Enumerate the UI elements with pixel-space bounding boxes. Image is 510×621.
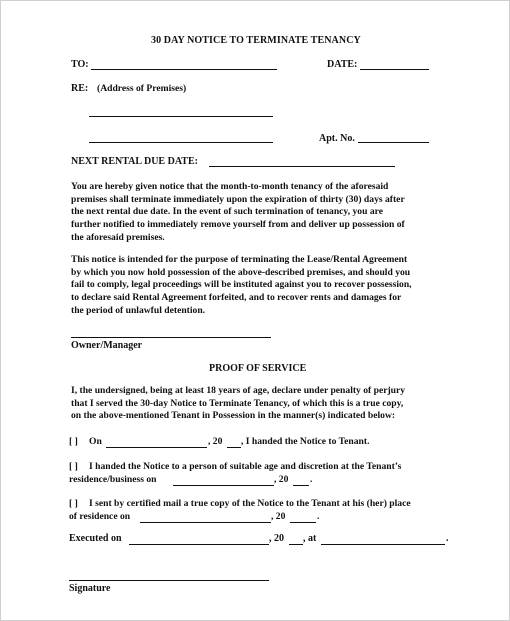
para2-line: fail to comply, legal proceedings will be instituted against you to recover possession,: [71, 279, 412, 291]
opt2-date-field[interactable]: [173, 485, 274, 486]
para3-line: I, the undersigned, being at least 18 years of age, declare under penalty of perjury: [71, 385, 406, 396]
para1-line: You are hereby given notice that the month-to-month tenancy of the aforesaid: [71, 181, 389, 192]
to-field[interactable]: [91, 69, 277, 70]
document-title: 30 DAY NOTICE TO TERMINATE TENANCY: [151, 35, 361, 46]
executed-date-field[interactable]: [129, 544, 269, 545]
opt2-checkbox[interactable]: [ ]: [69, 461, 78, 472]
executed-label: Executed on: [69, 533, 122, 544]
re-label: RE:: [71, 83, 89, 94]
address-label: (Address of Premises): [97, 83, 187, 94]
owner-label: Owner/Manager: [71, 340, 143, 351]
opt1-text: , I handed the Notice to Tenant.: [241, 436, 370, 447]
executed-year-label: , 20: [269, 533, 284, 544]
executed-dot: .: [446, 533, 449, 544]
opt3-checkbox[interactable]: [ ]: [69, 498, 78, 509]
opt1-year-label: , 20: [208, 436, 223, 447]
opt2-year-field[interactable]: [293, 485, 309, 486]
opt3-line1: I sent by certified mail a true copy of the Notice to the Tenant at his (her) place: [89, 498, 411, 509]
para1-line: premises shall terminate immediately upon the expiration of thirty (30) days after: [71, 193, 405, 205]
next-rental-field[interactable]: [209, 166, 395, 167]
to-label: TO:: [71, 59, 89, 70]
para2-line: by which you now hold possession of the above-described premises, and should you: [71, 266, 411, 278]
apt-label: Apt. No.: [319, 133, 355, 144]
para1-line: the aforesaid premises.: [71, 231, 165, 243]
apt-field[interactable]: [358, 142, 429, 143]
opt2-line2: residence/business on: [69, 474, 157, 485]
address-line-2[interactable]: [89, 142, 273, 143]
opt3-date-field[interactable]: [140, 522, 271, 523]
para2-line: the period of unlawful detention.: [71, 304, 206, 316]
signature-line[interactable]: [69, 580, 269, 581]
address-line-1[interactable]: [89, 116, 273, 117]
owner-signature-line[interactable]: [71, 337, 271, 338]
para2-line: to declare said Rental Agreement forfeited, and to recover rents and damages for: [71, 292, 402, 304]
executed-at-label: , at: [303, 533, 317, 544]
executed-year-field[interactable]: [289, 544, 303, 545]
signature-label: Signature: [69, 583, 111, 594]
para1-line: the next rental due date. In the event of such termination of tenancy, you are: [71, 206, 383, 218]
para2-line: This notice is intended for the purpose of terminating the Lease/Rental Agreement: [71, 254, 408, 265]
executed-place-field[interactable]: [321, 544, 445, 545]
opt1-checkbox[interactable]: [ ]: [69, 436, 78, 447]
opt1-date-field[interactable]: [106, 447, 207, 448]
date-field[interactable]: [360, 69, 429, 70]
para3-line: on the above-mentioned Tenant in Possession in the manner(s) indicated below:: [71, 410, 396, 422]
para1-line: further notified to immediately remove yourself from and deliver up possession of: [71, 219, 405, 231]
para3-line: that I served the 30-day Notice to Terminate Tenancy, of which this is a true copy,: [71, 397, 404, 409]
opt3-dot: .: [317, 511, 320, 522]
opt3-line2: of residence on: [69, 511, 131, 522]
opt3-year-field[interactable]: [290, 522, 316, 523]
opt2-year-label: , 20: [274, 474, 289, 485]
opt2-dot: .: [310, 474, 313, 485]
proof-title: PROOF OF SERVICE: [209, 363, 307, 374]
next-rental-label: NEXT RENTAL DUE DATE:: [71, 156, 198, 167]
opt1-on-label: On: [89, 436, 102, 447]
date-label: DATE:: [327, 59, 358, 70]
opt1-year-field[interactable]: [227, 447, 241, 448]
opt2-line1: I handed the Notice to a person of suitable age and discretion at the Tenant’s: [89, 461, 402, 472]
opt3-year-label: , 20: [271, 511, 286, 522]
